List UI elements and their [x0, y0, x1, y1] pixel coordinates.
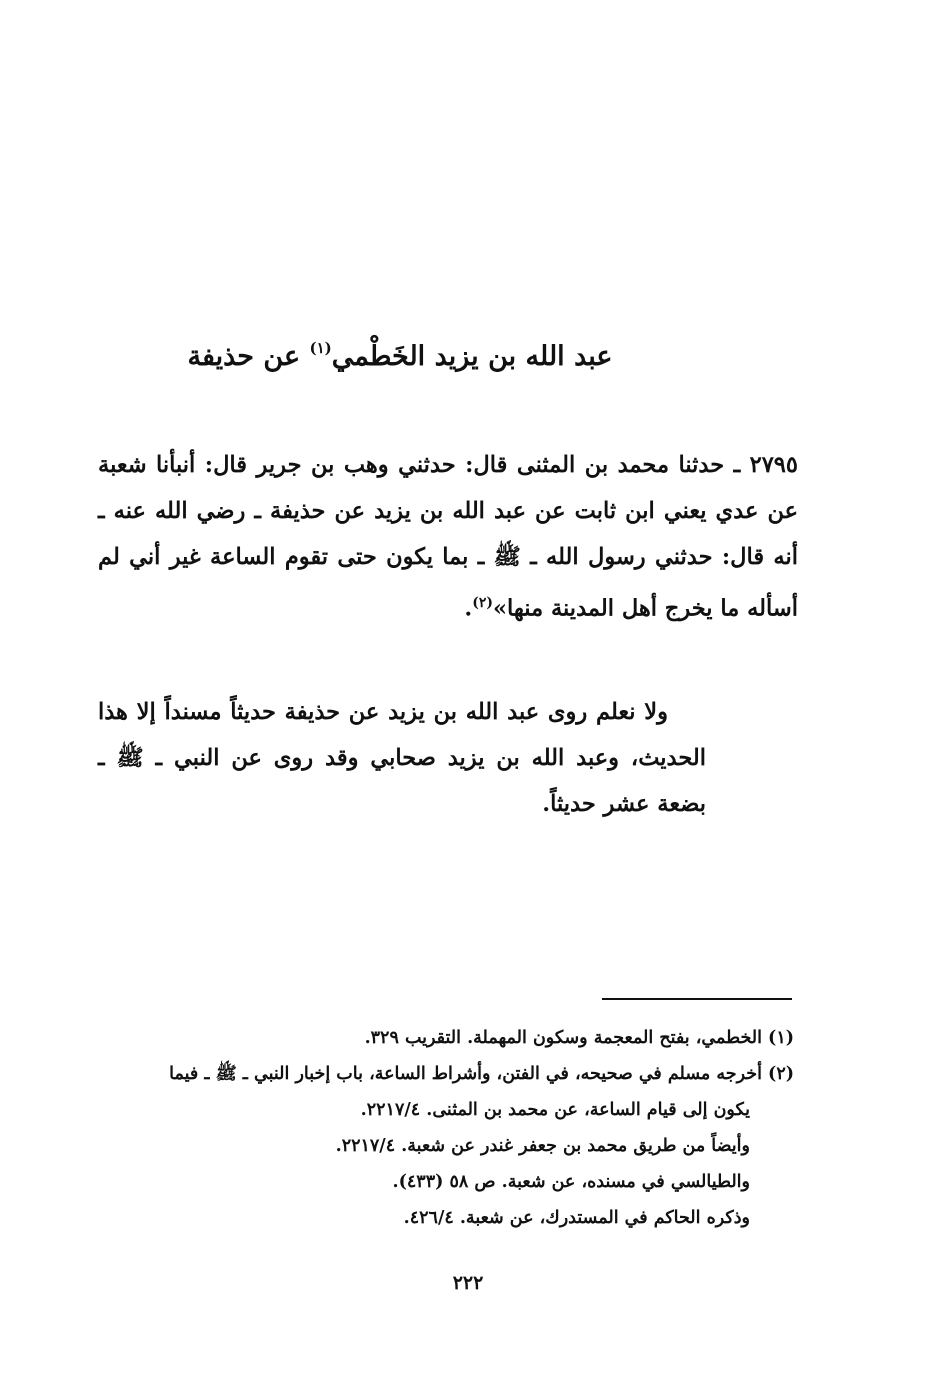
footnote-2-line-2: يكون إلى قيام الساعة، عن محمد بن المثنى. ٢٢١٧/٤. — [360, 1100, 750, 1120]
commentary-paragraph: ولا نعلم روى عبد الله بن يزيد عن حذيفة حديثاً مسنداً إلا هذا الحديث، وعبد الله بن يزيد صحابي وقد روى عن النبي ـ ﷺ ـ بضعة عشر حديثاً. — [98, 699, 706, 817]
page-number: ٢٢٢ — [452, 1272, 484, 1294]
footnote-2-line-4: والطيالسي في مسنده، عن شعبة. ص ٥٨ (٤٣٣). — [392, 1172, 750, 1192]
chapter-title-main: عبد الله بن يزيد الخَطْمي — [331, 341, 613, 372]
footnote-separator — [602, 998, 792, 1000]
footnote-1: (١) الخطمي، بفتح المعجمة وسكون المهملة. التقريب ٣٢٩. — [364, 1028, 794, 1048]
footnotes — [100, 1020, 794, 1236]
hadith-number: ٢٧٩٥ ـ — [724, 452, 798, 478]
footnote-2: (٢) أخرجه مسلم في صحيحه، في الفتن، وأشراط الساعة، باب إخبار النبي ـ ﷺ ـ فيما — [169, 1064, 794, 1084]
chapter-title-tail: عن حذيفة — [187, 341, 310, 372]
footnote-2-line-3: وأيضاً من طريق محمد بن جعفر غندر عن شعبة. ٢٢١٧/٤. — [335, 1136, 750, 1156]
hadith-text: حدثنا محمد بن المثنى قال: حدثني وهب بن جرير قال: أنبأنا شعبة عن عدي يعني ابن ثابت عن عبد الله بن يزيد عن حذيفة ـ رضي الله عنه ـ أنه قال: حدثني رسول الله ـ ﷺ ـ بما يكون حتى تقوم الساعة غير أني لم أسأله ما يخرج أهل المدينة منها» — [98, 452, 798, 622]
hadith-2795 — [98, 442, 798, 632]
chapter-title — [150, 322, 650, 383]
footnote-2-line-5: وذكره الحاكم في المستدرك، عن شعبة. ٤٢٦/٤. — [403, 1208, 750, 1228]
footnote-ref-1: (١) — [309, 339, 332, 357]
footnote-ref-2: (٢) — [472, 595, 493, 611]
hadith-end: . — [464, 595, 473, 622]
